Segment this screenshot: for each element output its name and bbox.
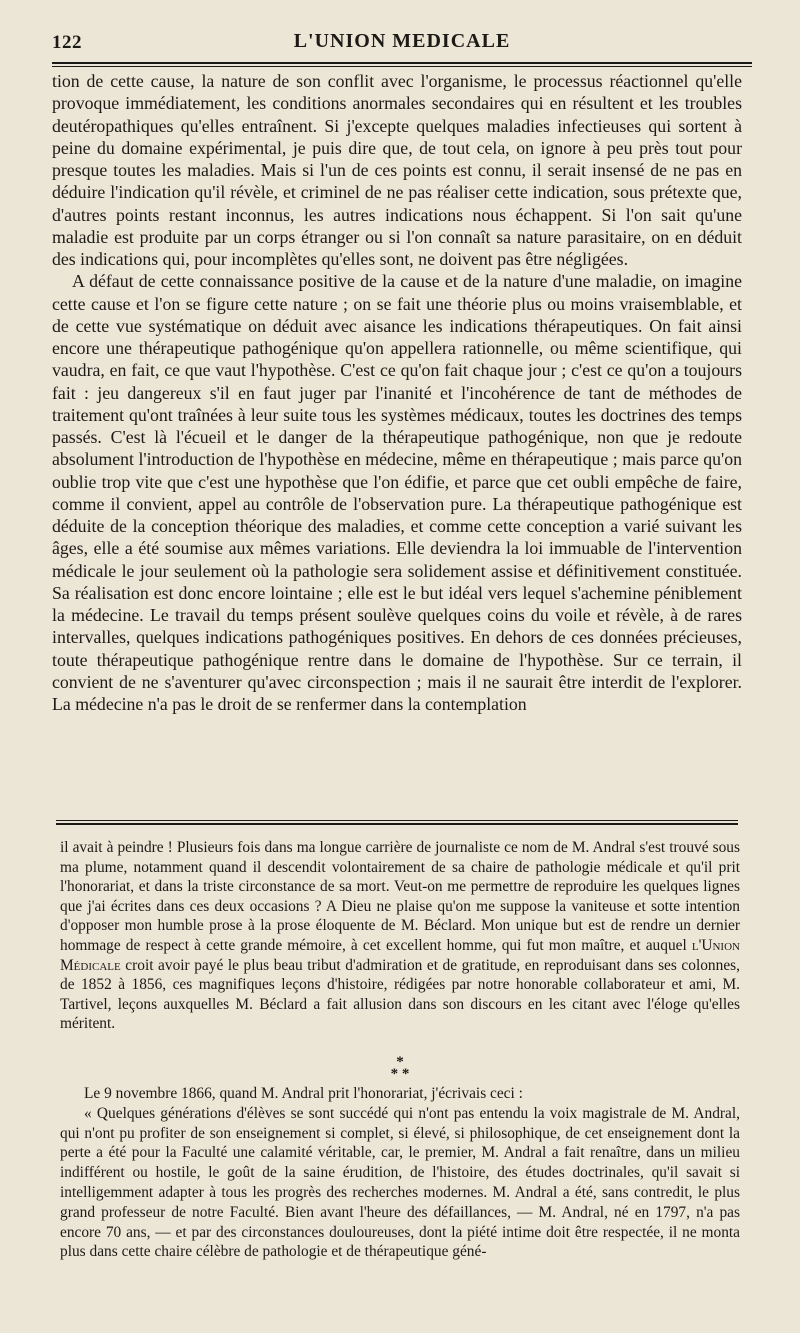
main-paragraph-2: A défaut de cette connaissance positive de la cause et de la nature d'une maladie, on imagine cette cause et l'on se figure cette nature ; on se fait une théorie plus ou moins vraisemblable, et de cette vue systématique on déduit avec aisance les indications thérapeutiques. On fait ainsi encore une thérapeutique pathogénique qu'on appellera rationnelle, ou même scientifique, qui vaudra, en fait, ce que vaut l'hypothèse. C'est ce qu'on fait chaque jour ; c'est ce qu'on a toujours fait : jeu dangereux s'il en faut juger par l'inanité et l'incohérence de tant de méthodes de traitement qu'ont traînées à leur suite tous les systèmes médicaux, toutes les doctrines des temps passés. C'est là l'écueil et le danger de la thérapeutique pathogénique, non que je redoute absolument l'introduction de l'hypothèse en médecine, même en thérapeutique ; mais parce qu'on oublie trop vite que c'est une hypothèse que l'on édifie, et parce que cet oubli empêche de faire, comme il convient, appel au contrôle de l'observation pure. La thérapeutique pathogénique est déduite de la conception théorique des maladies, et comme cette conception a varié suivant les âges, elle a été soumise aux mêmes variations. Elle deviendra la loi immuable de l'intervention médicale le jour seulement où la pathologie sera solidement assise et définitivement constituée. Sa réalisation est donc encore lointaine ; elle est le but idéal vers lequel s'achemine péniblement la médecine. Le travail du temps présent soulève quelques coins du voile et révèle, à de rares intervalles, quelques indications pathogéniques positives. En dehors de ces données précieuses, toute thérapeutique pathogénique rentre dans le domaine de l'hypothèse. Sur ce terrain, il convient de ne s'aventurer qu'avec circonspection ; mais il ne saurait être interdit de l'explorer. La médecine n'a pas le droit de se renfermer dans la contemplation	[52, 271, 742, 714]
main-paragraph-1: tion de cette cause, la nature de son conflit avec l'organisme, le processus réactionnel qu'elle provoque immédiatement, les conditions anormales secondaires qui en résultent et les troubles deutéropathiques qu'elles entraînent. Si j'excepte quelques maladies infectieuses qui sortent à peine du domaine expérimental, je puis dire que, de tout cela, on ignore à peu près tout pour presque toutes les maladies. Mais si l'un de ces points est connu, il serait insensé de ne pas en déduire l'indication qu'il révèle, et criminel de ne pas réaliser cette indication, sous prétexte que, d'autres points restant inconnus, les autres indications nous échappent. Si l'on sait qu'une maladie est produite par un corps étranger ou si l'on connaît sa nature parasitaire, on en déduit des indications qui, pour incomplètes qu'elles sont, ne doivent pas être négligées.	[52, 71, 742, 269]
main-text	[52, 70, 742, 715]
header-rule	[52, 62, 752, 67]
section-quote: « Quelques générations d'élèves se sont succédé qui n'ont pas entendu la voix magistrale de M. Andral, qui n'ont pu profiter de son enseignement si complet, si élevé, si philosophique, de cet enseignement dont la perte a été pour la Faculté une calamité véritable, car, le premier, M. Andral a fait renaître, dans un milieu indifférent ou hostile, le goût de la saine érudition, de l'histoire, des études doctrinales, qu'il savait si intelligemment adapter à tous les progrès des recherches modernes. M. Andral a été, sans contredit, le plus grand professeur de notre Faculté. Bien avant l'heure des défaillances, — M. Andral, né en 1797, n'a pas encore 70 ans, — et par des circonstances douloureuses, dont la piété intime doit être respectée, il ne monta plus dans cette chaire célèbre de pathologie et de thérapeutique géné-	[60, 1104, 740, 1261]
asterism-separator	[0, 1056, 800, 1080]
footnote-paragraph	[60, 838, 740, 1034]
footnote	[60, 838, 740, 1034]
second-section	[60, 1084, 740, 1262]
page-number: 122	[52, 32, 82, 53]
running-title: L'UNION MEDICALE	[293, 30, 511, 52]
asterism-top: *	[396, 1054, 404, 1070]
asterism-bottom: * *	[390, 1066, 410, 1082]
footnote-text-start: il avait à peindre ! Plusieurs fois dans ma longue carrière de journaliste ce nom de M. Andral s'est trouvé sous ma plume, notamment quand il descendit volontairement de sa chaire de pathologie médicale et qu'il prit l'honorariat, et dans la triste circonstance de sa mort. Veut-on me permettre de reproduire les quelques lignes que j'ai écrites dans ces deux occasions ? A Dieu ne plaise qu'on me suppose la vaniteuse et sotte intention d'opposer mon humble prose à la prose éloquente de M. Béclard. Mon unique but est de rendre un dernier hommage de respect à cette grande mémoire, à cet excellent homme, qui fut mon maître, et auquel	[60, 839, 740, 954]
footnote-rule	[56, 820, 738, 825]
section-intro: Le 9 novembre 1866, quand M. Andral prit l'honorariat, j'écrivais ceci :	[84, 1085, 523, 1102]
page-header	[52, 26, 752, 60]
footnote-text-end: croit avoir payé le plus beau tribut d'admiration et de gratitude, en reproduisant dans ses colonnes, de 1852 à 1856, ces magnifiques leçons d'histoire, rédigées par notre honorable collaborateur et ami, M. Tartivel, leçons auxquelles M. Béclard a fait allusion dans son discours en les citant avec l'éloge qu'elles méritent.	[60, 956, 740, 1033]
journal-name: l'Union Médicale	[60, 936, 740, 974]
